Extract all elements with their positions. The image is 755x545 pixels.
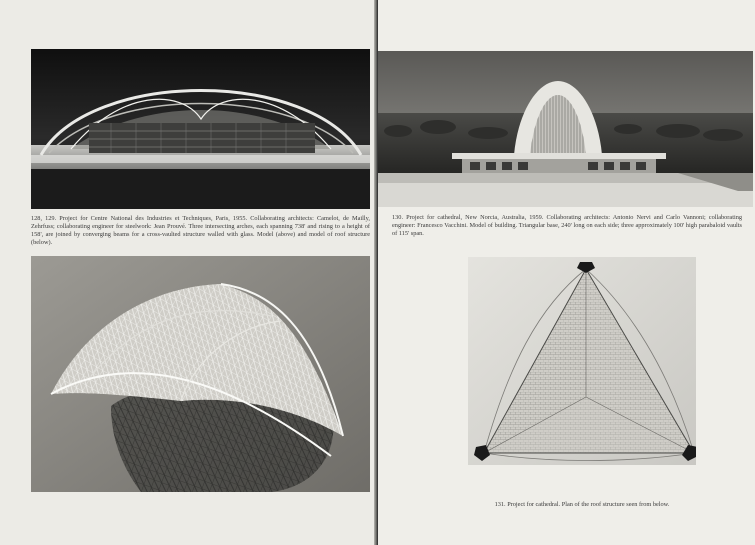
photo-cnit-roof-structure-model [31, 256, 370, 492]
photo-cathedral-model [378, 51, 753, 207]
plan-roof-structure-from-below [468, 257, 696, 465]
figure-caption-131: 131. Project for cathedral. Plan of the roof structure seen from below. [494, 501, 670, 508]
figure-caption-128-129: 128, 129. Project for Centre National des Industries et Techniques, Paris, 1955. Collaborating architects: Camelot, de Mailly, Zehrfuss; collaborating engineer for steelwork: Jean Prouvé. Three intersecting arches, each spanning 738' and rising to a height of 158', are joined by converging beams for a cross-vaulted structure walled with glass. Model (above) and model of roof structure (below). [31, 215, 370, 246]
left-page [0, 0, 376, 545]
figure-caption-130: 130. Project for cathedral, New Norcia, Australia, 1959. Collaborating architects: Antonio Nervi and Carlo Vannoni; collaborating engineer: Francesco Vacchini. Model of building. Triangular base, 240' long on each side; three approximately 100' high parabaloid vaults of 115' span. [392, 214, 742, 237]
right-page [378, 0, 755, 545]
photo-cnit-model [31, 49, 370, 209]
